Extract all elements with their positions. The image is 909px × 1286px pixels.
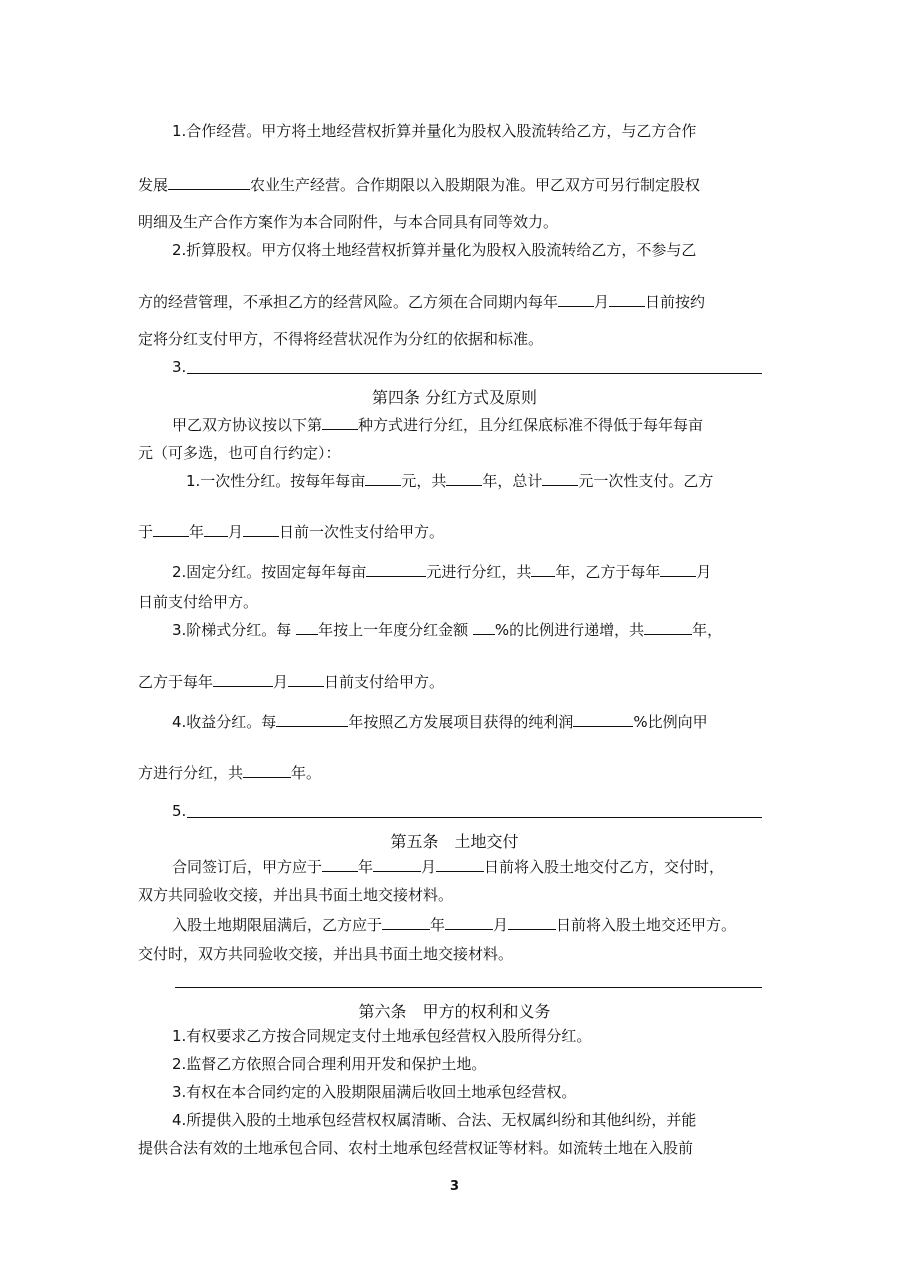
article-5-line-2: 双方共同验收交接，并出具书面土地交接材料。 bbox=[138, 886, 454, 904]
clause-3-item-1-line-3: 明细及生产合作方案作为本合同附件，与本合同具有同等效力。 bbox=[138, 213, 559, 231]
article-4-item-2-line-2: 日前支付给甲方。 bbox=[138, 593, 259, 611]
article-4-item-5-blank bbox=[187, 817, 762, 818]
article-4-item-2-line-1: 2.固定分红。按固定每年每亩 元进行分红，共 年，乙方于每年 月 bbox=[172, 563, 712, 581]
article-4-item-1-line-1: 1.一次性分红。按每年每亩 元，共 年，总计 元一次性支付。乙方 bbox=[186, 472, 714, 490]
article-6-item-4-line-2: 提供合法有效的土地承包合同、农村土地承包经营权证等材料。如流转土地在入股前 bbox=[138, 1139, 694, 1157]
clause-3-item-2-line-2: 方的经营管理，不承担乙方的经营风险。乙方须在合同期内每年 月 日前按约 bbox=[138, 293, 706, 311]
article-5-title: 第五条 土地交付 bbox=[390, 832, 519, 851]
article-5-line-1: 合同签订后，甲方应于 年 月 日前将入股土地交付乙方，交付时， bbox=[172, 858, 725, 876]
article-4-item-1-line-2: 于 年 月 日前一次性支付给甲方。 bbox=[138, 523, 445, 541]
page-number: 3 bbox=[449, 1179, 460, 1194]
article-6-title: 第六条 甲方的权利和义务 bbox=[358, 1002, 551, 1021]
clause-3-item-2-line-1: 2.折算股权。甲方仅将土地经营权折算并量化为股权入股流转给乙方，不参与乙 bbox=[172, 241, 697, 259]
article-5-line-4: 交付时，双方共同验收交接，并出具书面土地交接材料。 bbox=[138, 945, 514, 963]
clause-3-item-3-blank bbox=[187, 373, 762, 374]
article-6-item-2: 2.监督乙方依照合同合理利用开发和保护土地。 bbox=[172, 1055, 487, 1073]
clause-3-item-1-line-2: 发展 农业生产经营。合作期限以入股期限为准。甲乙双方可另行制定股权 bbox=[138, 176, 701, 194]
article-6-item-1: 1.有权要求乙方按合同规定支付土地承包经营权入股所得分红。 bbox=[172, 1027, 592, 1045]
article-6-item-3: 3.有权在本合同约定的入股期限届满后收回土地承包经营权。 bbox=[172, 1083, 577, 1101]
article-6-item-4-line-1: 4.所提供入股的土地承包经营权权属清晰、合法、无权属纠纷和其他纠纷，并能 bbox=[172, 1111, 697, 1129]
clause-3-item-2-line-3: 定将分红支付甲方，不得将经营状况作为分红的依据和标准。 bbox=[138, 330, 544, 348]
article-5-blank-line bbox=[175, 987, 762, 988]
article-4-item-3-line-1: 3.阶梯式分红。每 年按上一年度分红金额 %的比例进行递增，共 年， bbox=[172, 621, 723, 639]
article-4-item-5-label: 5. bbox=[172, 802, 187, 820]
article-4-item-4-line-2: 方进行分红，共 年。 bbox=[138, 764, 322, 782]
article-4-intro-line-1: 甲乙双方协议按以下第 种方式进行分红，且分红保底标准不得低于每年每亩 bbox=[172, 416, 704, 434]
article-4-title: 第四条 分红方式及原则 bbox=[371, 388, 538, 407]
article-4-item-3-line-2: 乙方于每年 月 日前支付给甲方。 bbox=[138, 673, 445, 691]
article-5-line-3: 入股土地期限届满后，乙方应于 年 月 日前将入股土地交还甲方。 bbox=[172, 916, 737, 934]
clause-3-item-1-line-1: 1.合作经营。甲方将土地经营权折算并量化为股权入股流转给乙方，与乙方合作 bbox=[172, 122, 697, 140]
article-4-intro-line-2: 元（可多选，也可自行约定）： bbox=[138, 444, 341, 462]
clause-3-item-3-label: 3. bbox=[172, 358, 187, 376]
article-4-item-4-line-1: 4.收益分红。每 年按照乙方发展项目获得的纯利润 %比例向甲 bbox=[172, 713, 708, 731]
